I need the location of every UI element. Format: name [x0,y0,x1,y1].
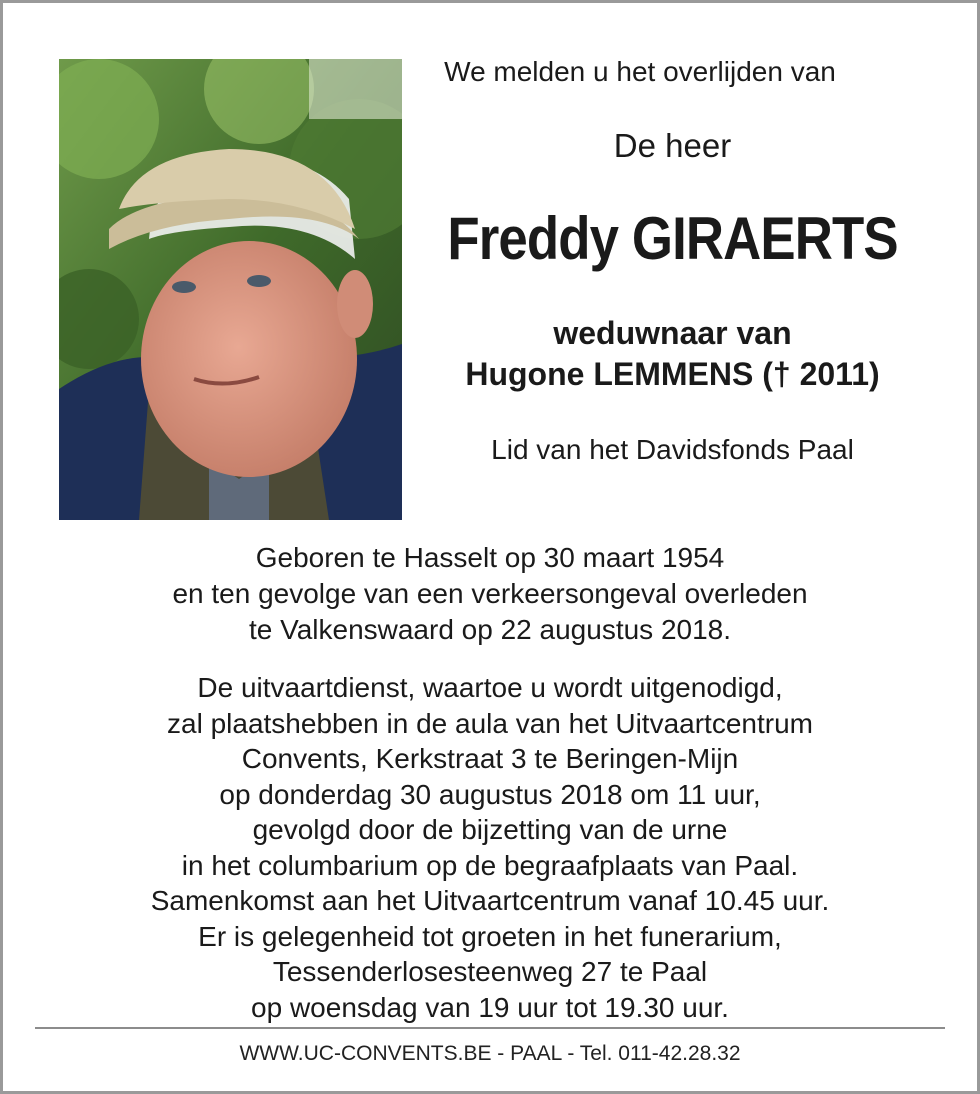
spouse-name: Hugone LEMMENS († 2011) [465,356,880,392]
service-line: Samenkomst aan het Uitvaartcentrum vanaf 10.45 uur. [150,885,830,916]
death-line: te Valkenswaard op 22 augustus 2018. [248,614,732,645]
deceased-name: Freddy GIRAERTS [447,205,898,272]
honorific: De heer [613,127,732,164]
service-line: Convents, Kerkstraat 3 te Beringen-Mijn [241,743,739,774]
service-line: Tessenderlosesteenweg 27 te Paal [272,956,708,987]
service-block [0,670,980,1025]
portrait-photo [59,59,402,520]
footer-contact: WWW.UC-CONVENTS.BE - PAAL - Tel. 011-42.28.32 [239,1042,741,1065]
service-line: gevolgd door de bijzetting van de urne [252,814,728,845]
birth-death-block [0,540,980,648]
footer-divider [35,1027,945,1029]
widower-block [405,313,940,395]
service-line: zal plaatshebben in de aula van het Uitvaartcentrum [167,707,813,739]
service-line: in het columbarium op de begraafplaats van Paal. [181,849,799,881]
service-line: op woensdag van 19 uur tot 19.30 uur. [251,991,729,1023]
cause-line: en ten gevolge van een verkeersongeval overleden [172,578,808,609]
service-line: op donderdag 30 augustus 2018 om 11 uur, [219,778,761,810]
service-line: Er is gelegenheid tot groeten in het funerarium, [198,920,782,952]
widower-label: weduwnaar van [553,315,792,351]
service-line: De uitvaartdienst, waartoe u wordt uitgenodigd, [197,672,783,703]
membership-text: Lid van het Davidsfonds Paal [491,434,854,465]
intro-text: We melden u het overlijden van [444,56,836,87]
birth-line: Geboren te Hasselt op 30 maart 1954 [255,542,725,573]
